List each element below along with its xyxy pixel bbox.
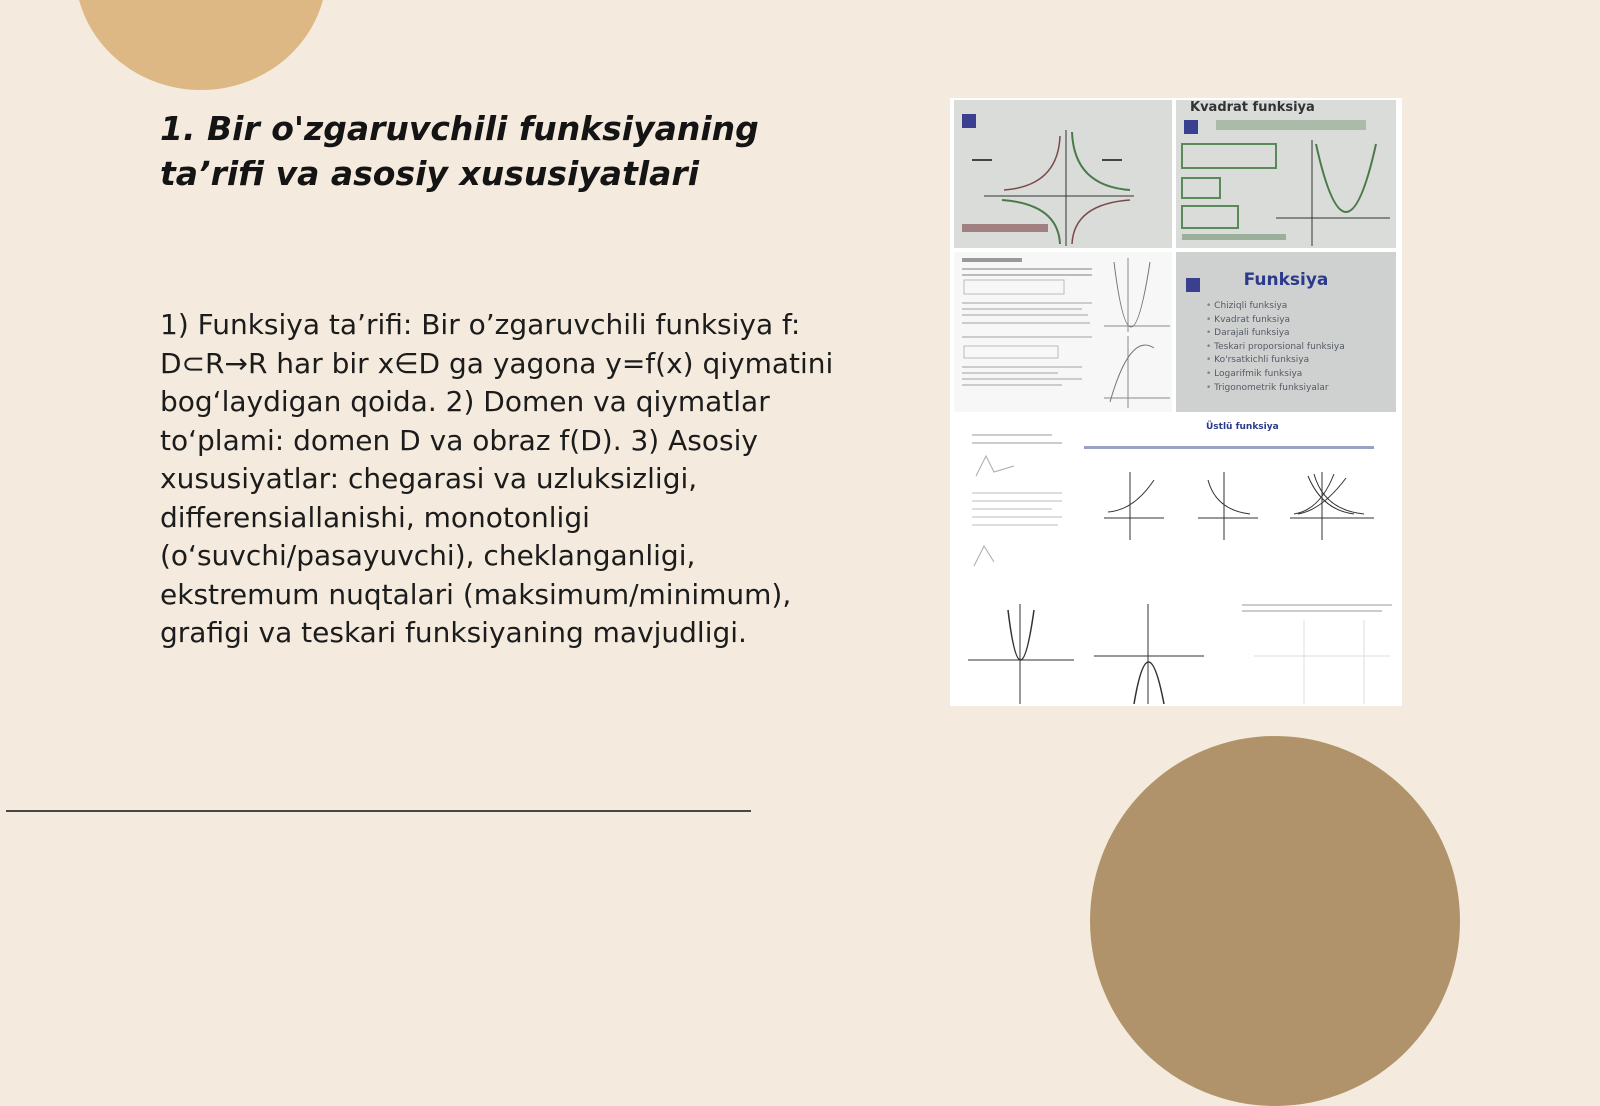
list-item: • Darajali funksiya xyxy=(1206,327,1345,341)
function-graphs-collage xyxy=(950,98,1402,706)
slide-title: 1. Bir o'zgaruvchili funksiyaning ta’rifi va asosiy xususiyatlari xyxy=(160,109,759,193)
parabola-graphs xyxy=(954,600,1396,706)
quadratic-panel-title: Kvadrat funksiya xyxy=(1190,100,1315,115)
decorative-circle-bottom xyxy=(1090,736,1460,1106)
collage-panel-hyperbola xyxy=(954,100,1172,248)
collage-panel-exponential xyxy=(954,416,1396,596)
list-item: • Trigonometrik funksiyalar xyxy=(1206,382,1345,396)
document-page-thumbnail xyxy=(954,252,1172,412)
collage-panel-quadratic xyxy=(1176,100,1396,248)
list-item: • Teskari proporsional funksiya xyxy=(1206,341,1345,355)
collage-panel-document xyxy=(954,252,1172,412)
exponential-graphs xyxy=(954,416,1396,596)
list-item: • Ko'rsatkichli funksiya xyxy=(1206,354,1345,368)
list-item: • Chiziqli funksiya xyxy=(1206,300,1345,314)
collage-panel-function-list xyxy=(1176,252,1396,412)
hyperbola-graph xyxy=(954,100,1172,248)
slide-body-text: 1) Funksiya ta’rifi: Bir o’zgaruvchili funksiya f: D⊂R→R har bir x∈D ga yagona y=f(x) qiymatini bog‘laydigan qoida. 2) Domen va qiymatlar to‘plami: domen D va obraz f(D). 3) Asosiy xususiyatlar: chegarasi va uzluksizligi, differensiallanishi, monotonligi (o‘suvchi/pasayuvchi), cheklanganligi, ekstremum nuqtalari (maksimum/minimum), grafigi va teskari funksiyaning mavjudligi. xyxy=(160,308,834,649)
function-list-title: Funksiya xyxy=(1243,270,1329,290)
parabola-graph xyxy=(1176,100,1396,248)
collage-panel-parabolas xyxy=(954,600,1396,706)
list-item: • Kvadrat funksiya xyxy=(1206,314,1345,328)
function-types-list xyxy=(1206,300,1345,395)
divider-line xyxy=(6,810,751,812)
decorative-circle-top xyxy=(75,0,327,90)
exponential-panel-title: Üstlü funksiya xyxy=(1206,422,1279,432)
list-item: • Logarifmik funksiya xyxy=(1206,368,1345,382)
